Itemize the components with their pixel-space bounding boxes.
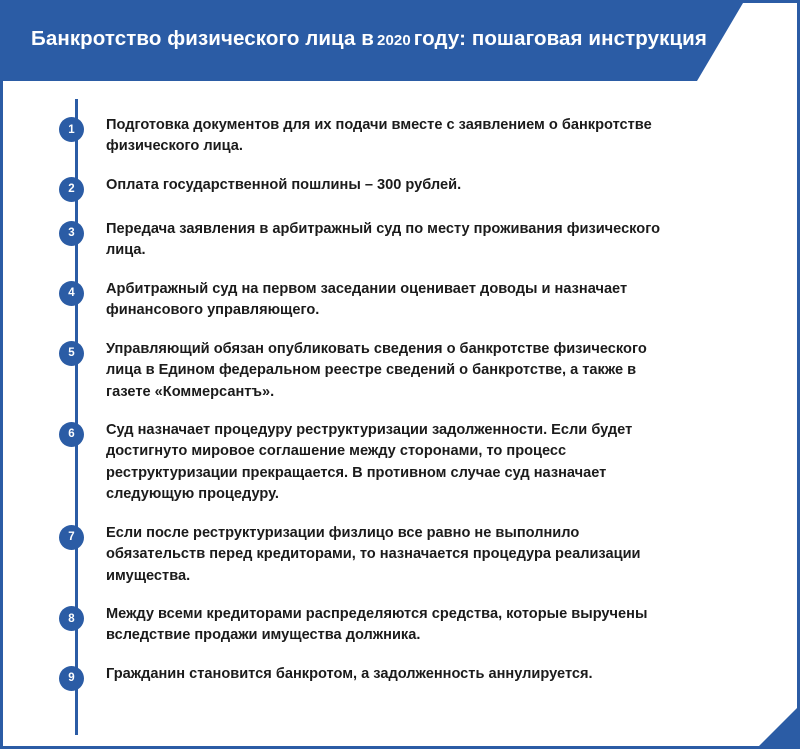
step-description: Между всеми кредиторами распределяются средства, которые выручены вследствие продажи имущества должника. bbox=[106, 606, 648, 644]
step-item bbox=[59, 219, 679, 262]
step-number-badge: 1 bbox=[59, 117, 84, 142]
step-item bbox=[59, 339, 679, 403]
step-description: Арбитражный суд на первом заседании оценивает доводы и назначает финансового управляющего. bbox=[106, 280, 628, 319]
step-number-badge: 5 bbox=[59, 341, 84, 366]
step-item bbox=[59, 420, 679, 506]
step-item bbox=[59, 279, 679, 322]
steps-list bbox=[59, 115, 679, 708]
step-description: Гражданин становится банкротом, а задолженность аннулируется. bbox=[106, 665, 593, 682]
step-description: Подготовка документов для их подачи вместе с заявлением о банкротстве физического лица. bbox=[106, 117, 652, 155]
step-description: Управляющий обязан опубликовать сведения о банкротстве физического лица в Едином федеральном реестре сведений о банкротстве, а также в газете «Коммерсантъ». bbox=[106, 340, 647, 400]
footer-wedge-shape bbox=[759, 708, 797, 746]
step-number-badge: 7 bbox=[59, 525, 84, 550]
page-title bbox=[31, 27, 707, 51]
page-title-year: 2020 bbox=[377, 32, 411, 49]
step-description: Оплата государственной пошлины – 300 рублей. bbox=[106, 176, 462, 193]
step-description: Передача заявления в арбитражный суд по месту проживания физического лица. bbox=[106, 220, 661, 259]
step-description: Если после реструктуризации физлицо все равно не выполнило обязательств перед кредиторами, то назначается процедура реализации имущества. bbox=[106, 524, 641, 584]
page-title-part-two: году: пошаговая инструкция bbox=[413, 27, 707, 50]
step-number-badge: 4 bbox=[59, 281, 84, 306]
step-item bbox=[59, 604, 679, 647]
step-number-badge: 2 bbox=[59, 177, 84, 202]
step-number-badge: 8 bbox=[59, 606, 84, 631]
step-item bbox=[59, 664, 679, 691]
step-number-badge: 3 bbox=[59, 221, 84, 246]
step-number-badge: 9 bbox=[59, 666, 84, 691]
step-item bbox=[59, 115, 679, 158]
step-item bbox=[59, 175, 679, 202]
step-number-badge: 6 bbox=[59, 422, 84, 447]
step-description: Суд назначает процедуру реструктуризации задолженности. Если будет достигнуто мировое соглашение между сторонами, то процесс реструктуризации прекращается. В противном случае суд назначает следующую процедуру. bbox=[106, 421, 633, 503]
step-item bbox=[59, 523, 679, 587]
page-title-part-one: Банкротство физического лица в bbox=[31, 27, 375, 50]
header bbox=[3, 3, 797, 81]
